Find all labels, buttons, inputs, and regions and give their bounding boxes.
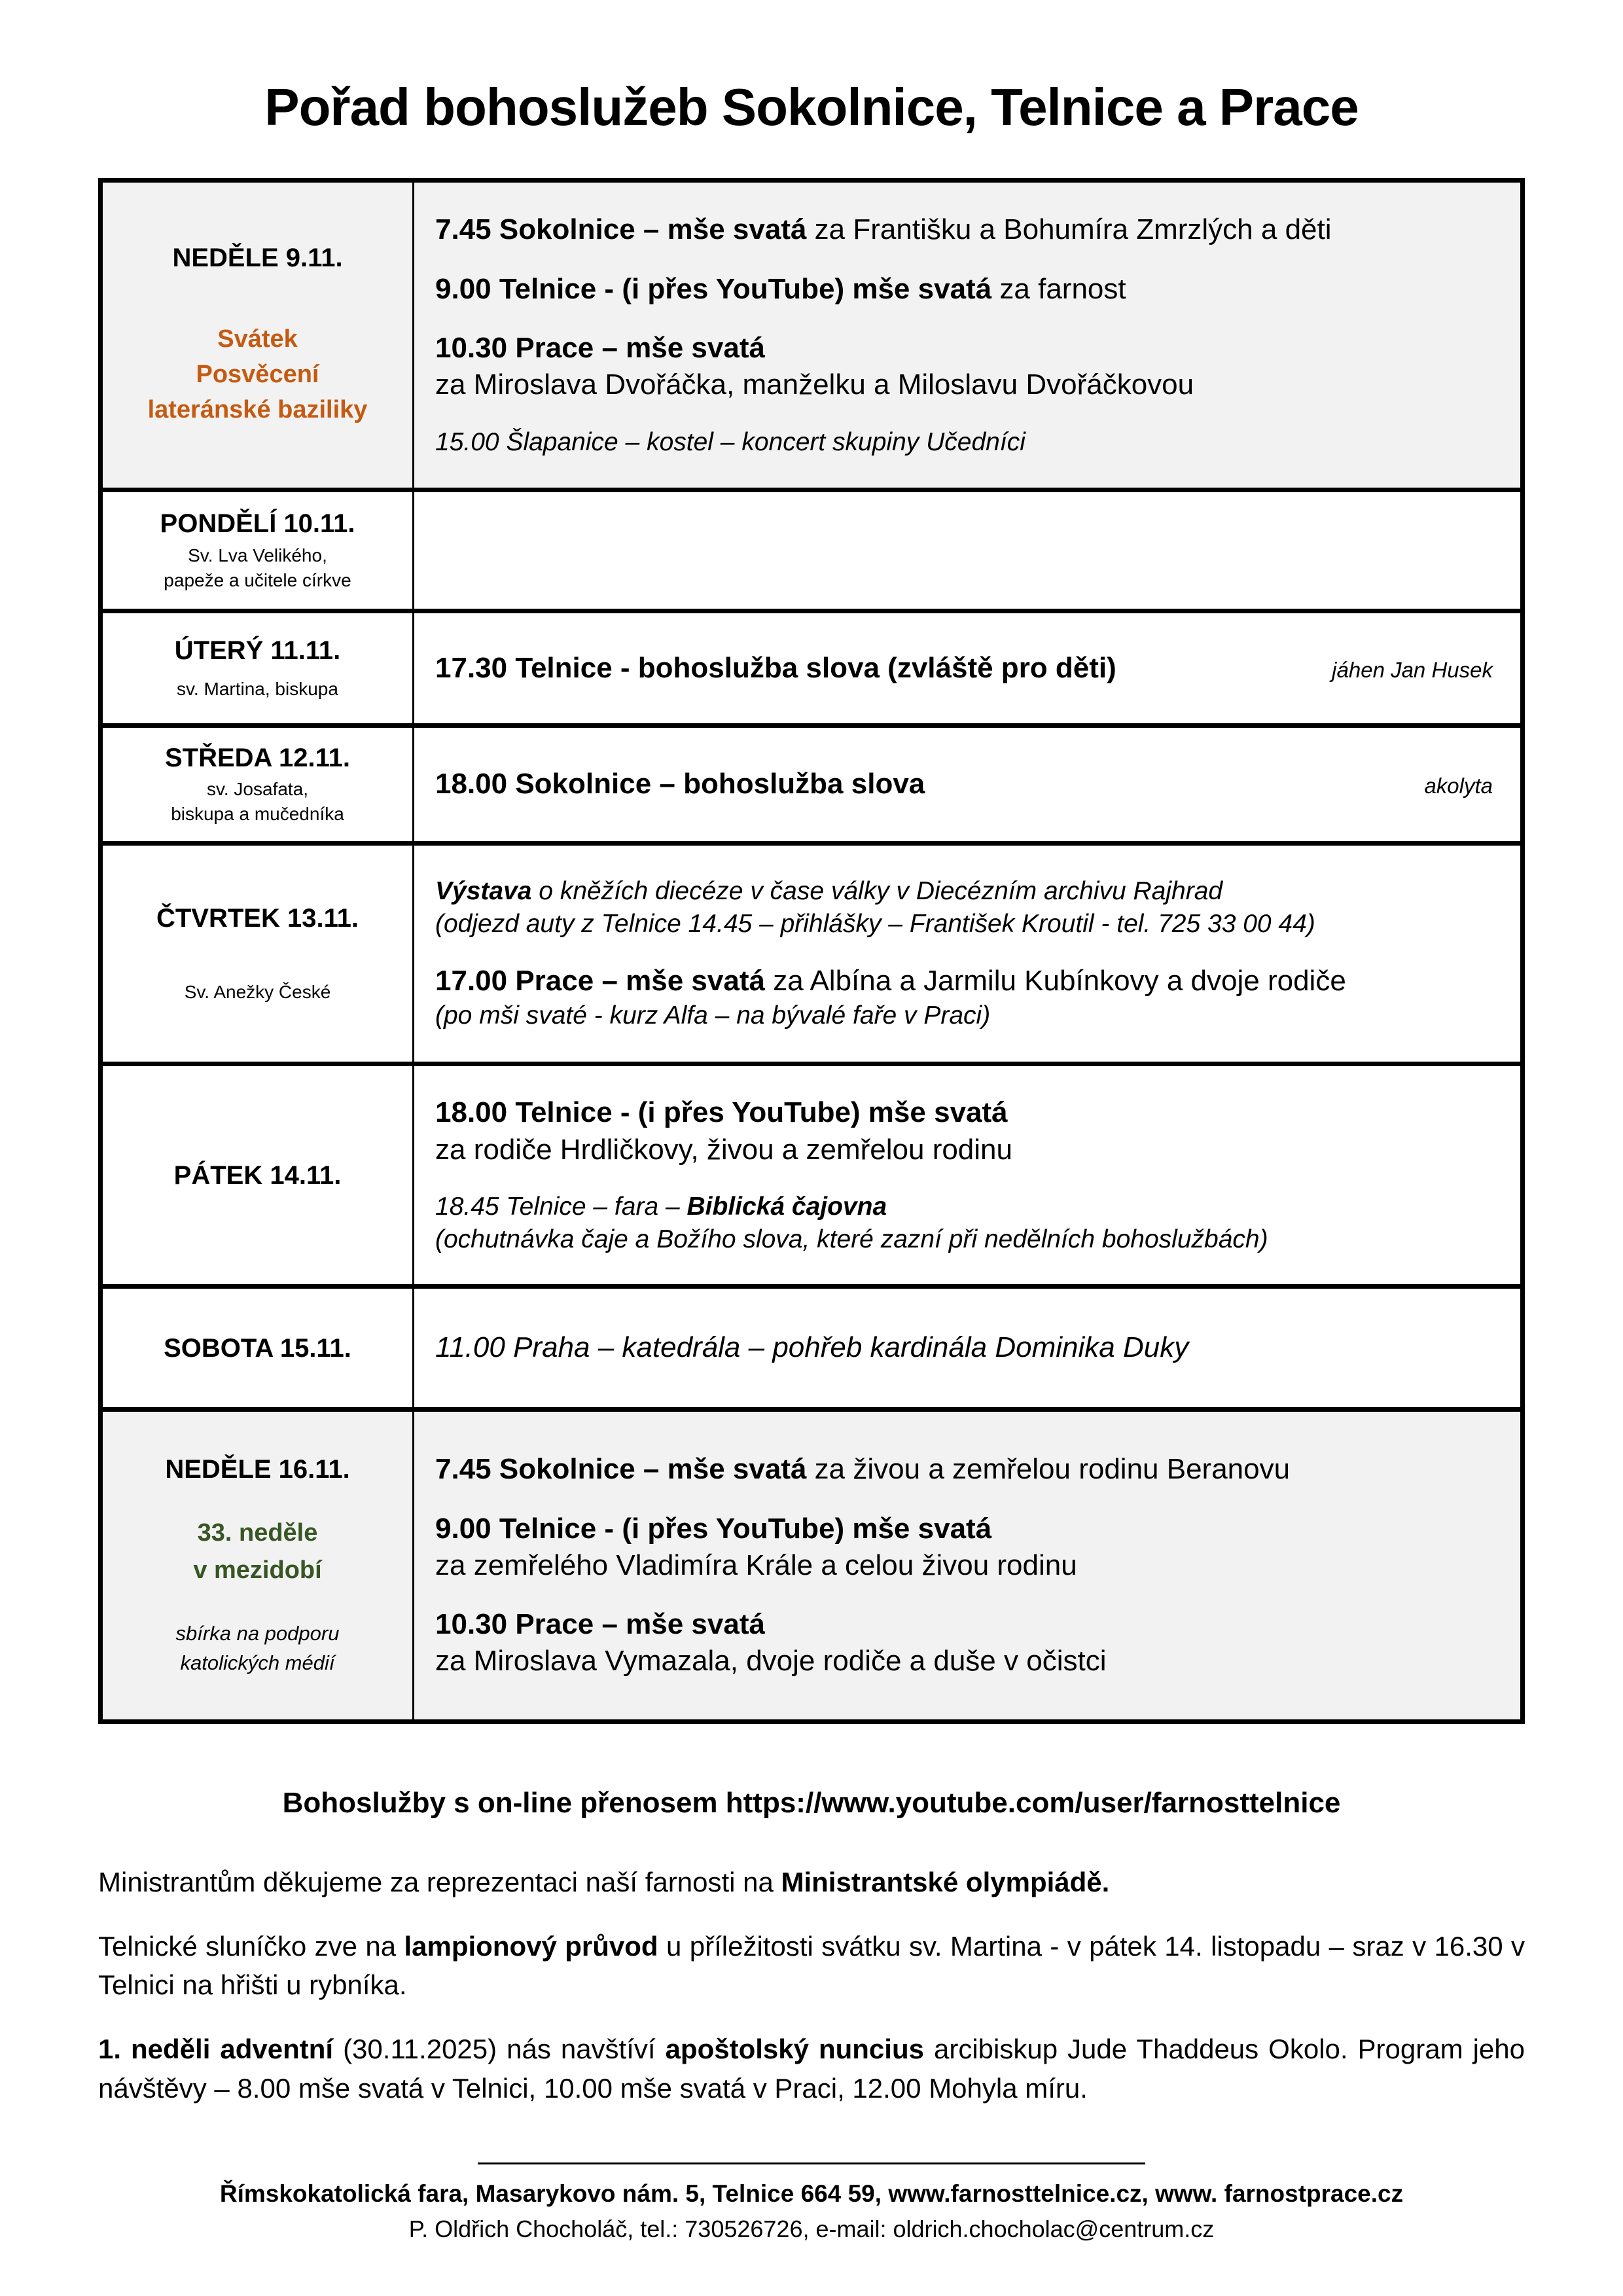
minister-note: akolyta: [1424, 774, 1493, 798]
table-row: [103, 1289, 1520, 1412]
entry-text: [435, 908, 1315, 941]
entry-text: [435, 1094, 1008, 1131]
table-row: [103, 846, 1520, 1066]
announcements: [98, 1863, 1525, 2108]
online-broadcast-line: Bohoslužby s on-line přenosem https://www.youtube.com/user/farnosttelnice: [282, 1787, 1341, 1819]
service-entry: [435, 1329, 1493, 1366]
entry-line: [435, 367, 1493, 403]
day-cell: [103, 183, 414, 488]
entry-text: [435, 1451, 1290, 1488]
text-run: za farnost: [991, 272, 1126, 305]
text-run: o kněžích diecéze v čase války v Diecézním archivu Rajhrad: [531, 876, 1223, 905]
text-run: 17.00 Prace – mše svatá: [435, 964, 765, 997]
entry-line: [435, 999, 1493, 1032]
entry-text: [435, 1329, 1188, 1366]
entry-line: [435, 426, 1493, 459]
day-saint-block: [185, 980, 331, 1005]
day-cell: [103, 492, 414, 609]
day-line: papeže a učitele církve: [164, 570, 351, 591]
table-row: [103, 492, 1520, 613]
day-title: NEDĚLE 16.11.: [165, 1454, 350, 1484]
text-run: 9.00 Telnice - (i přes YouTube) mše svatá: [435, 272, 992, 305]
service-entry: [435, 1511, 1493, 1585]
text-run: Telnické sluníčko zve na: [98, 1930, 404, 1962]
entry-line: [435, 1451, 1493, 1488]
schedule-table: [98, 178, 1525, 1724]
service-entry: [435, 1606, 1493, 1680]
entry-line: [435, 1643, 1493, 1679]
text-run: (odjezd auty z Telnice 14.45 – přihlášky – František Kroutil - tel. 725 33 00 44): [435, 909, 1315, 938]
text-run: (30.11.2025) nás navštíví: [333, 2033, 666, 2064]
text-run: 18.00 Sokolnice – bohoslužba slova: [435, 768, 925, 800]
entry-line: [435, 963, 1493, 999]
text-run: 15.00 Šlapanice – kostel – koncert skupiny Učedníci: [435, 427, 1026, 456]
day-title: STŘEDA 12.11.: [164, 744, 351, 773]
day-title: NEDĚLE 9.11.: [172, 243, 343, 273]
day-title: PONDĚLÍ 10.11.: [160, 509, 355, 539]
entry-line: [435, 271, 1493, 308]
entry-text: [435, 999, 990, 1032]
entry-text: [435, 963, 1346, 999]
entry-line: [435, 211, 1493, 248]
entry-text: [435, 367, 1194, 403]
entry-text: [435, 1643, 1106, 1679]
table-row: [103, 613, 1520, 728]
day-cell: [103, 728, 414, 841]
day-cell: [103, 1412, 414, 1719]
text-run: u příležitosti svátku sv. Martina - v pátek 14. listopadu – sraz v 16.30 v Telnici na hřišti u rybníka.: [98, 1930, 1525, 2001]
day-line: Sv. Lva Velikého,: [188, 545, 327, 566]
entries-cell: [414, 728, 1520, 841]
announcement-paragraph: [98, 1927, 1525, 2005]
entry-line: [435, 1223, 1493, 1256]
text-run: 7.45 Sokolnice – mše svatá: [435, 213, 807, 246]
footer: [98, 2162, 1525, 2243]
text-run: Ministrantům děkujeme za reprezentaci naší farnosti na: [98, 1867, 781, 1897]
entry-text: [435, 766, 925, 802]
entry-text: [435, 1223, 1268, 1256]
service-entry: [435, 650, 1493, 687]
entries-cell: [414, 1289, 1520, 1407]
entry-line: [435, 1329, 1493, 1366]
text-run: Ministrantské olympiádě.: [781, 1867, 1110, 1897]
text-run: za Miroslava Dvořáčka, manželku a Miloslavu Dvořáčkovou: [435, 368, 1194, 401]
day-line: lateránské baziliky: [147, 395, 368, 423]
entries-cell: [414, 1066, 1520, 1284]
service-entry: [435, 330, 1493, 404]
service-entry: [435, 211, 1493, 248]
entry-line: [435, 875, 1493, 908]
day-cell: [103, 613, 414, 723]
entry-line: [435, 650, 1493, 687]
text-run: 9.00 Telnice - (i přes YouTube) mše svatá: [435, 1512, 992, 1545]
table-row: [103, 728, 1520, 846]
service-entry: [435, 1451, 1493, 1488]
entry-text: [435, 1191, 887, 1223]
entry-line: [435, 1511, 1493, 1547]
text-run: 7.45 Sokolnice – mše svatá: [435, 1453, 807, 1486]
entries-cell: [414, 492, 1520, 609]
day-saint-block: [164, 543, 351, 593]
entries-cell: [414, 613, 1520, 723]
entry-line: [435, 1191, 1493, 1223]
entry-text: [435, 1132, 1012, 1168]
day-line: Posvěcení: [196, 360, 319, 388]
entry-text: [435, 330, 765, 367]
service-entry: [435, 1191, 1493, 1256]
text-run: 18.00 Telnice - (i přes YouTube) mše svatá: [435, 1096, 1008, 1129]
entry-text: [435, 1547, 1077, 1584]
table-row: [103, 183, 1520, 492]
announcement-paragraph: [98, 1863, 1525, 1902]
entry-text: [435, 426, 1026, 459]
minister-note: jáhen Jan Husek: [1332, 657, 1493, 682]
entry-text: [435, 1606, 765, 1643]
text-run: za Františku a Bohumíra Zmrzlých a děti: [806, 213, 1332, 246]
day-line: katolických médií: [180, 1651, 335, 1674]
day-line: Svátek: [217, 325, 298, 353]
day-saint-block: [177, 677, 338, 702]
service-entry: [435, 766, 1493, 802]
service-entry: [435, 963, 1493, 1032]
text-run: za Albína a Jarmilu Kubínkovy a dvoje rodiče: [764, 964, 1346, 997]
entry-line: [435, 1132, 1493, 1168]
day-line: sv. Martina, biskupa: [177, 678, 338, 699]
footer-contact: P. Oldřich Chocholáč, tel.: 730526726, e-mail: oldrich.chocholac@centrum.cz: [408, 2215, 1215, 2243]
entry-line: [435, 330, 1493, 367]
entry-line: [435, 1606, 1493, 1643]
text-run: za rodiče Hrdličkovy, živou a zemřelou rodinu: [435, 1133, 1012, 1166]
text-run: (po mši svaté - kurz Alfa – na bývalé faře v Praci): [435, 1001, 991, 1030]
table-row: [103, 1066, 1520, 1289]
day-line: biskupa a mučedníka: [171, 803, 344, 824]
day-line: 33. neděle: [197, 1519, 318, 1547]
entry-text: [435, 875, 1222, 908]
day-cell: [103, 846, 414, 1062]
service-entry: [435, 875, 1493, 941]
entries-cell: [414, 1412, 1520, 1719]
entry-line: [435, 1547, 1493, 1584]
service-entry: [435, 426, 1493, 459]
text-run: za Miroslava Vymazala, dvoje rodiče a duše v očistci: [435, 1645, 1107, 1677]
entries-cell: [414, 183, 1520, 488]
entry-line: [435, 1094, 1493, 1131]
announcement-paragraph: [98, 2030, 1525, 2108]
table-row: [103, 1412, 1520, 1719]
text-run: 10.30 Prace – mše svatá: [435, 1608, 765, 1641]
text-run: za zemřelého Vladimíra Krále a celou živou rodinu: [435, 1549, 1077, 1581]
footer-address: Římskokatolická fara, Masarykovo nám. 5, Telnice 664 59, www.farnosttelnice.cz, www. farnostprace.cz: [219, 2180, 1404, 2208]
text-run: za živou a zemřelou rodinu Beranovu: [806, 1453, 1291, 1486]
entry-text: [435, 1511, 991, 1547]
entry-line: [435, 908, 1493, 941]
day-title: SOBOTA 15.11.: [164, 1333, 351, 1363]
entry-line: [435, 766, 1493, 802]
entry-text: [435, 211, 1332, 248]
day-note-block: [176, 1619, 340, 1678]
text-run: Biblická čajovna: [687, 1192, 887, 1221]
text-run: 18.45 Telnice – fara –: [435, 1192, 687, 1221]
day-title: ÚTERÝ 11.11.: [174, 636, 341, 666]
day-green-block: [193, 1515, 321, 1589]
day-line: sbírka na podporu: [175, 1621, 340, 1645]
day-line: sv. Josafata,: [206, 778, 309, 799]
footer-divider: [478, 2162, 1145, 2164]
text-run: 17.30 Telnice - bohoslužba slova (zvláště pro děti): [435, 651, 1116, 684]
text-run: apoštolský nuncius: [665, 2033, 924, 2064]
day-orange-block: [148, 322, 368, 428]
day-cell: [103, 1289, 414, 1407]
day-line: Sv. Anežky České: [184, 981, 331, 1002]
day-line: v mezidobí: [193, 1556, 322, 1585]
service-entry: [435, 271, 1493, 308]
text-run: Výstava: [435, 876, 532, 905]
text-run: arcibiskup Jude Thaddeus Okolo. Program jeho návštěvy – 8.00 mše svatá v Telnici, 10.00 mše svatá v Praci, 12.00 Mohyla míru.: [98, 2033, 1525, 2104]
day-cell: [103, 1066, 414, 1284]
entry-text: [435, 271, 1126, 308]
entry-text: [435, 650, 1116, 687]
day-saint-block: [171, 777, 344, 827]
page-title: Pořad bohoslužeb Sokolnice, Telnice a Prace: [264, 78, 1359, 136]
text-run: 11.00 Praha – katedrála – pohřeb kardinála Dominika Duky: [435, 1331, 1189, 1364]
day-title: ČTVRTEK 13.11.: [156, 904, 359, 933]
text-run: lampionový průvod: [404, 1930, 658, 1962]
entries-cell: [414, 846, 1520, 1062]
day-title: PÁTEK 14.11.: [173, 1160, 342, 1190]
text-run: (ochutnávka čaje a Božího slova, které zazní při nedělních bohoslužbách): [435, 1225, 1268, 1253]
text-run: 10.30 Prace – mše svatá: [435, 332, 765, 365]
service-entry: [435, 1094, 1493, 1168]
text-run: 1. neděli adventní: [98, 2033, 334, 2064]
